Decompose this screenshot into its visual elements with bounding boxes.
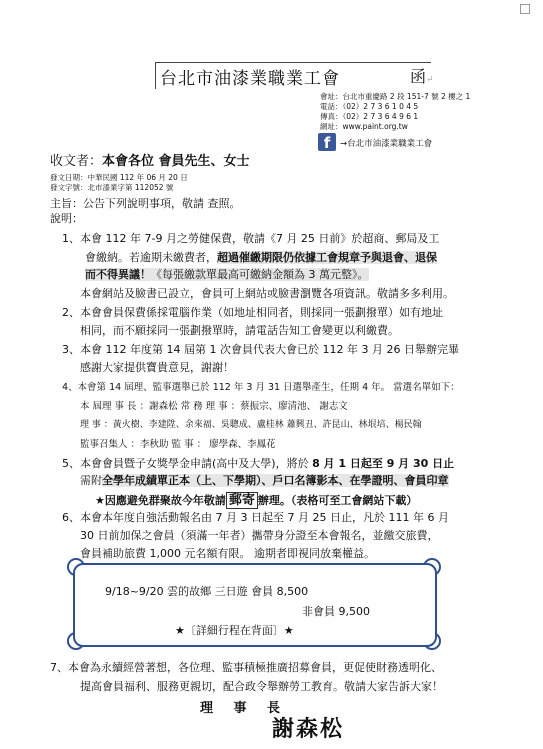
item-6-line-2: 30 日前加保之會員（須滿一年者）攜帶身分證至本會報名，並繳交旅費， [80,529,439,542]
subject-line: 主旨：公告下列說明事項，敬請 查照。 [50,197,241,210]
page-corner-marker [520,4,530,14]
item-4-line-1: 4、本會第 14 屆理、監事選舉已於 112 年 3 月 31 日選舉產生，任期 4 年。 當選名單如下： [62,382,460,393]
signature-title: 理 事 長 [200,701,289,716]
item-4-line-4: 監事召集人 ：李秋助 監 事 ： 廖學森、李鳳花 [80,439,276,450]
letter-type: 函↵ [410,67,434,86]
item-1-line-3: 而不得異議！《每張繳款單最高可繳納金額為 3 萬元整》。 [85,268,369,281]
recipient-value: 本會各位 會員先生、女士 [102,154,250,169]
item-3-line-1: 3、本會 112 年度第 14 屆第 1 次會員代表大會已於 112 年 3 月 26 日舉辦完畢 [62,343,459,356]
contact-website: 網址：www.paint.org.tw [320,122,408,131]
recipient-label: 收文者： [50,154,103,169]
item-4-line-2: 本 屆理 事 長 ：謝森松 常 務 理 事 ：蔡振宗、廖清池、 謝志文 [80,401,348,412]
item-7-line-2: 提高會員福利、服務更親切，配合政令舉辦勞工教育。敬請大家告訴大家！ [80,680,443,693]
item-4-line-3: 理 事 ：黃火樹、李建陞、余來福、吳聰成、盧桂林 蕭興丑、許昆山、林垠培、楊民翰 [80,420,422,430]
item-2-line-1: 2、本會會員保費係採電腦作業（如地址相同者，則採同一張劃撥單）如有地址 [62,306,443,319]
trip-line-2: 非會員 9,500 [302,605,370,618]
item-5-line-3: ★因應避免群聚故今年敬請 郵寄 辦理。（表格可至工會網站下載） [95,493,418,508]
contact-phone: 電話：（02）2 7 3 6 1 0 4 5 [320,102,419,111]
item-1-line-1: 1、本會 112 年 7-9 月之勞健保費，敬請《7 月 25 日前》於超商、郵局及工 [62,232,440,245]
mail-highlight: 郵寄 [226,492,258,509]
union-title: 台北市油漆業職業工會 [160,69,340,89]
signature-name: 謝森松 [272,716,345,742]
item-6-line-1: 6、本會本年度自強活動報名由 7 月 3 日起至 7 月 25 日止，凡於 111 年 6 月 [62,511,449,524]
description-label: 說明： [50,212,83,225]
item-1-line-4: 本會網站及臉書已設立，會員可上網站或臉書瀏覽各項資訊。敬請多多利用。 [80,287,454,300]
recipient-line [50,150,250,169]
issue-number: 發文字號：北市漆業字第 112052 號 [50,183,174,192]
issue-date: 發文日期：中華民國 112 年 06 月 20 日 [50,173,188,182]
trip-line-3: ★〔詳細行程在背面〕★ [175,624,294,637]
item-1-line-2: 會繳納。若逾期未繳費者，超過催繳期限仍依據工會規章予與退會、退保 [85,251,437,264]
item-5-line-2: 需附全學年成績單正本（上、下學期）、戶口名簿影本、在學證明、會員印章 [80,474,449,487]
facebook-page-label: →台北市油漆業職業工會 [340,139,433,149]
facebook-icon: f [318,133,336,151]
item-3-line-2: 感謝大家提供寶貴意見，謝謝！ [80,361,234,374]
item-7-line-1: 7、本會為永續經營著想，各位理、監事積極推廣招募會員，更促使財務透明化、 [50,661,442,674]
trip-line-1: 9/18~9/20 雲的故鄉 三日遊 會員 8,500 [105,585,309,598]
contact-fax: 傳真：（02）2 7 3 6 4 9 6 1 [320,112,419,121]
item-6-line-3: 會員補助旅費 1,000 元名額有限。 逾期者即視同放棄權益。 [80,547,375,560]
item-2-line-2: 相同，而不願採同一張劃撥單時，請電話告知工會變更以利繳費。 [80,324,399,337]
contact-address: 會址：台北市重慶路 2 段 151-7 號 2 樓之 1 [320,92,471,101]
item-5-line-1: 5、本會會員暨子女獎學金申請(高中及大學)，將於 8 月 1 日起至 9 月 30 日止 [62,457,455,470]
